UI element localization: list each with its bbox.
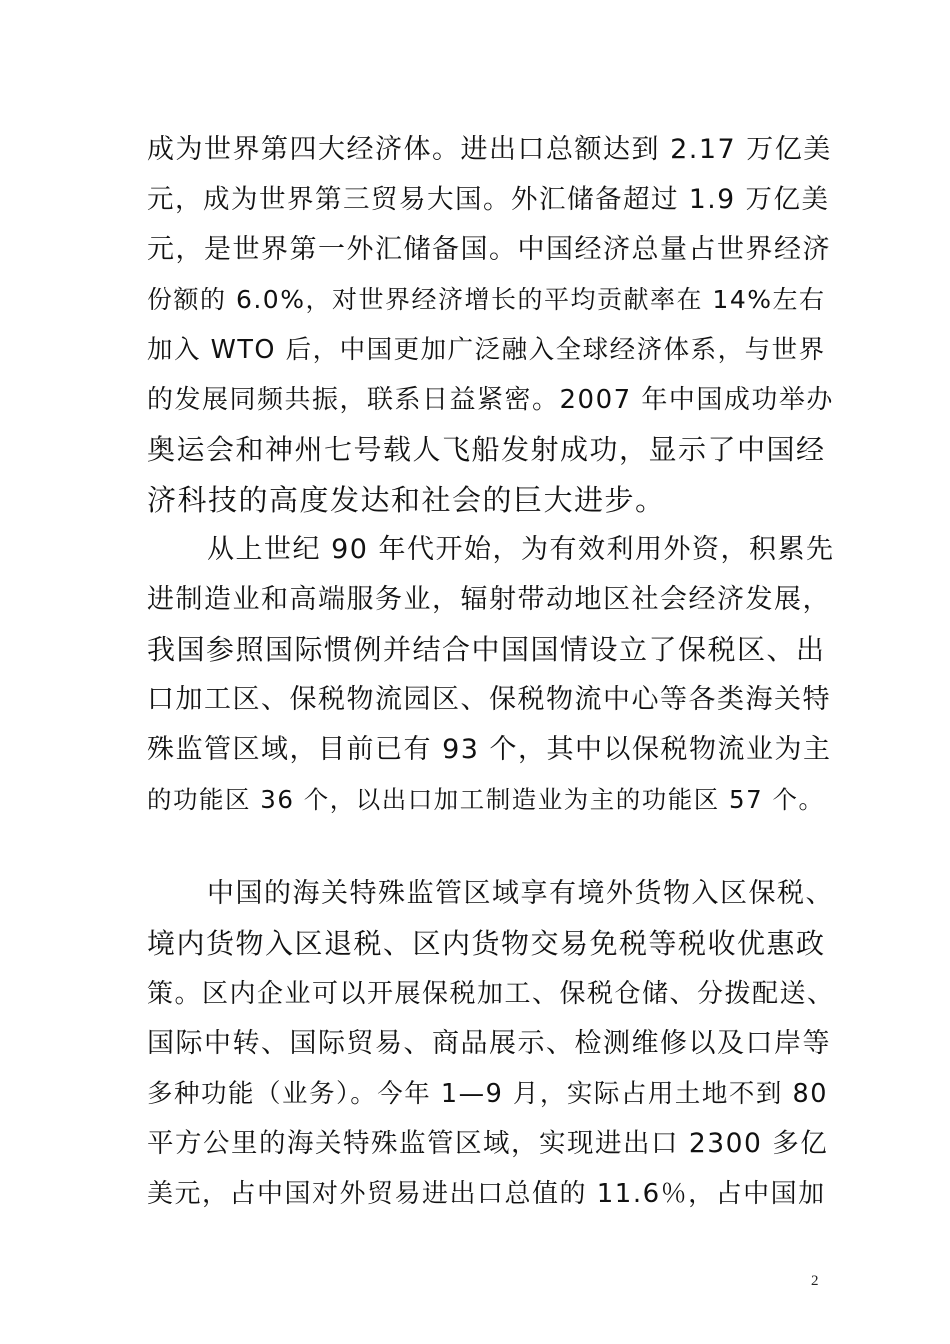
text-line: 济科技的高度发达和社会的巨大进步。 (147, 483, 666, 517)
text-line: 国际中转、国际贸易、商品展示、检测维修以及口岸等 (147, 1028, 831, 1059)
text-line: 殊监管区域，目前已有 93 个，其中以保税物流业为主 (147, 734, 832, 765)
text-line: 境内货物入区退税、区内货物交易免税等税收优惠政 (147, 927, 826, 960)
text-line: 美元，占中国对外贸易进出口总值的 11.6％，占中国加 (147, 1179, 826, 1209)
text-line: 的功能区 36 个，以出口加工制造业为主的功能区 57 个。 (147, 785, 825, 814)
text-line: 我国参照国际惯例并结合中国国情设立了保税区、出 (147, 633, 826, 666)
page-number: 2 (811, 1273, 819, 1289)
text-line: 进制造业和高端服务业，辐射带动地区社会经济发展， (147, 584, 831, 615)
text-line: 奥运会和神州七号载人飞船发射成功，显示了中国经 (147, 433, 826, 466)
text-line: 元，是世界第一外汇储备国。中国经济总量占世界经济 (147, 234, 831, 265)
paragraph-first-line: 从上世纪 90 年代开始，为有效利用外资，积累先 (207, 534, 835, 565)
text-line: 策。区内企业可以开展保税加工、保税仓储、分拨配送、 (147, 979, 835, 1009)
text-line: 平方公里的海关特殊监管区域，实现进出口 2300 多亿 (147, 1128, 829, 1159)
text-line: 元，成为世界第三贸易大国。外汇储备超过 1.9 万亿美 (147, 184, 830, 215)
paragraph-first-line: 中国的海关特殊监管区域享有境外货物入区保税、 (207, 878, 834, 909)
text-line: 成为世界第四大经济体。进出口总额达到 2.17 万亿美 (147, 134, 832, 165)
text-line: 口加工区、保税物流园区、保税物流中心等各类海关特 (147, 684, 831, 715)
text-line: 加入 WTO 后，中国更加广泛融入全球经济体系，与世界 (147, 335, 826, 365)
text-line: 的发展同频共振，联系日益紧密。2007 年中国成功举办 (147, 385, 834, 415)
text-line: 份额的 6.0%，对世界经济增长的平均贡献率在 14%左右 (147, 285, 826, 314)
text-line: 多种功能（业务）。今年 1—9 月，实际占用土地不到 80 (147, 1079, 828, 1109)
